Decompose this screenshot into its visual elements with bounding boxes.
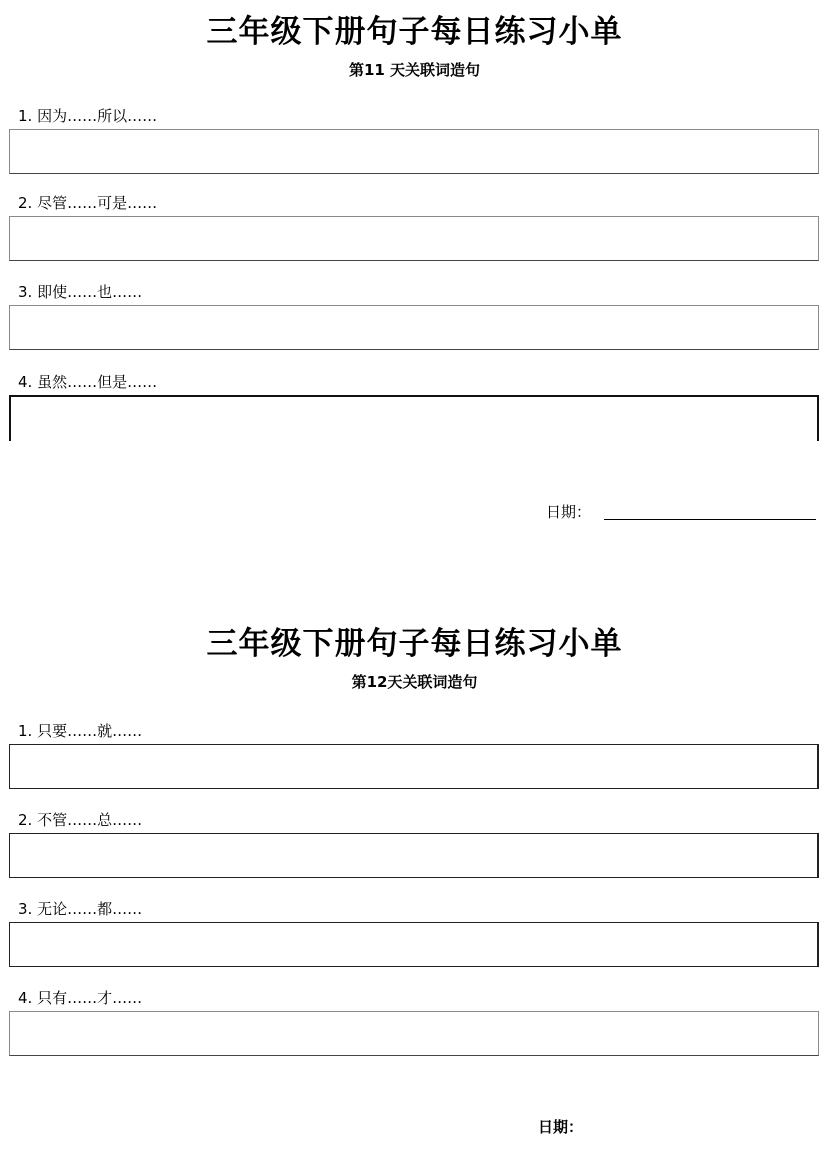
date-field[interactable] [604,519,816,520]
worksheet-subtitle: 第11 天关联词造句 [348,61,481,79]
answer-box[interactable] [9,1011,819,1056]
question-label: 2. 不管……总…… [18,811,143,829]
worksheet-subtitle: 第12天关联词造句 [351,673,478,691]
date-label: 日期： [546,503,592,521]
answer-box[interactable] [9,395,819,441]
answer-box[interactable] [9,833,819,878]
question-label: 2. 尽管……可是…… [18,194,158,212]
question-label: 3. 无论……都…… [18,900,143,918]
answer-box[interactable] [9,129,819,174]
answer-box[interactable] [9,305,819,350]
question-label: 4. 只有……才…… [18,989,143,1007]
answer-box[interactable] [9,922,819,967]
date-label: 日期： [538,1118,584,1136]
question-label: 1. 因为……所以…… [18,107,158,125]
answer-box[interactable] [9,744,819,789]
question-label: 4. 虽然……但是…… [18,373,158,391]
worksheet-title: 三年级下册句子每日练习小单 [206,626,623,662]
question-label: 1. 只要……就…… [18,722,143,740]
answer-box[interactable] [9,216,819,261]
question-label: 3. 即使……也…… [18,283,143,301]
worksheet-title: 三年级下册句子每日练习小单 [206,14,623,50]
